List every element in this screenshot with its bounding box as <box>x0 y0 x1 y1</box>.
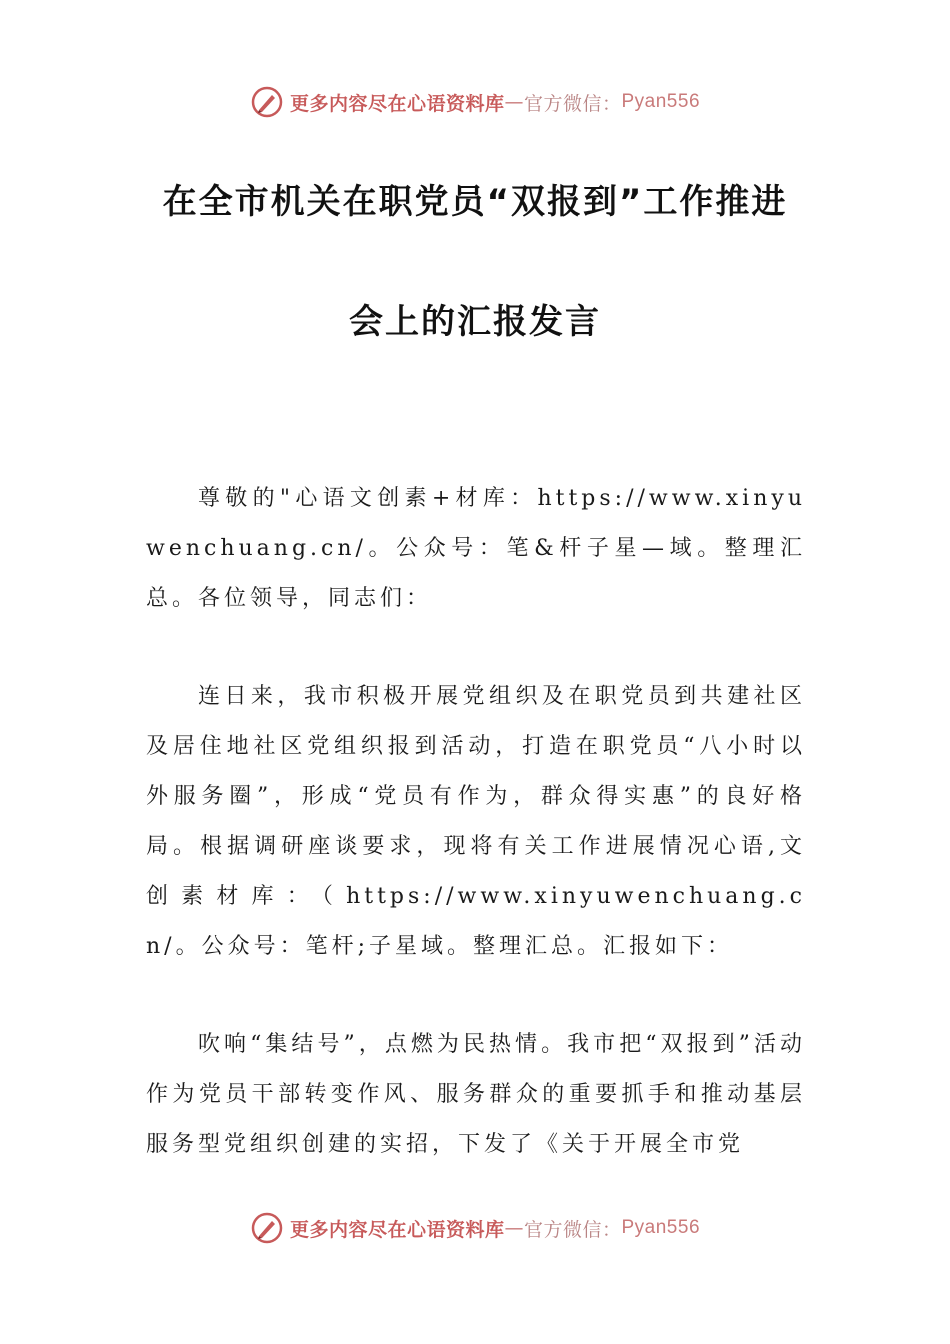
watermark-main-text: 更多内容尽在心语资料库 <box>289 1218 505 1241</box>
watermark-wechat-label: 官方微信： <box>523 92 622 115</box>
watermark-wechat-label: 官方微信： <box>523 1218 622 1241</box>
footer-watermark <box>0 1208 950 1248</box>
document-title-line-1: 在全市机关在职党员“双报到”工作推进 <box>162 182 788 222</box>
watermark-wechat-id: Pyan556 <box>621 91 701 112</box>
watermark-dash: — <box>504 1217 524 1239</box>
paragraph-intro: 连日来，我市积极开展党组织及在职党员到共建社区及居住地社区党组织报到活动，打造在职党员“八小时以外服务圈”，形成“党员有作为，群众得实惠”的良好格局。根据调研座谈要求，现将有关工作进展情况心语,文创素材库：（https://www.xinyuwenchuang.cn/。公众号：笔杆;子星域。整理汇总。汇报如下： <box>146 684 806 959</box>
watermark-main-text: 更多内容尽在心语资料库 <box>289 92 505 115</box>
watermark-wechat-id: Pyan556 <box>621 1217 701 1238</box>
paragraph-section-1: 吹响“集结号”，点燃为民热情。我市把“双报到”活动作为党员干部转变作风、服务群众的重要抓手和推动基层服务型党组织创建的实招，下发了《关于开展全市党 <box>146 1032 806 1157</box>
header-watermark <box>0 82 950 122</box>
document-title-line-2: 会上的汇报发言 <box>349 302 601 342</box>
watermark-dash: — <box>504 91 524 113</box>
paragraph-greeting: 尊敬的"心语文创素+材库：https://www.xinyuwenchuang.cn/。公众号：笔&杆子星—域。整理汇总。各位领导，同志们： <box>146 486 806 611</box>
pen-logo-icon <box>250 85 284 119</box>
pen-logo-icon <box>250 1211 284 1245</box>
